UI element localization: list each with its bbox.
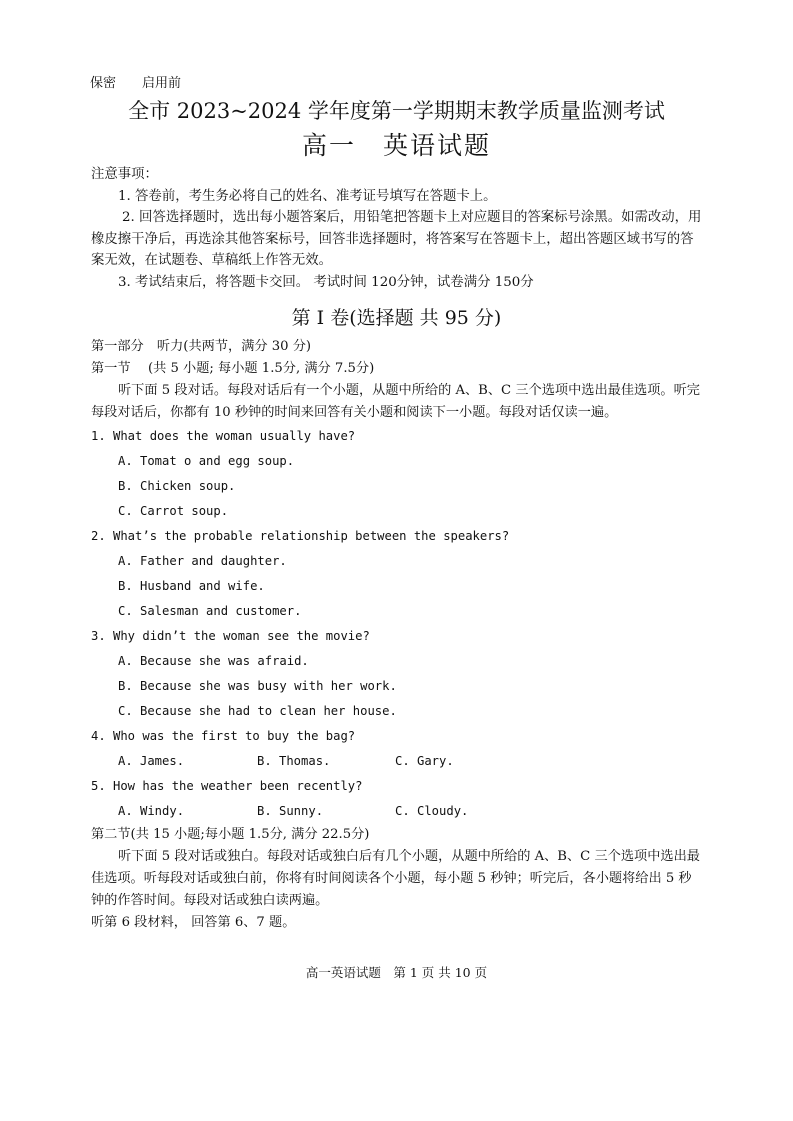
option-c: C. Salesman and customer. [118, 604, 302, 618]
material-note: 听第 6 段材料， 回答第 6、7 题。 [91, 915, 296, 930]
note-item: 2. 回答选择题时，选出每小题答案后，用铅笔把答题卡上对应题目的答案标号涂黑。如需改动，用橡皮擦干净后，再选涂其他答案标号，回答非选择题时，将答案写在答题卡上，超出答题区域书写的答案无效，在试题卷、草稿纸上作答无效。 [91, 210, 702, 268]
section1-heading: 第一节 (共 5 小题; 每小题 1.5分, 满分 7.5分) [91, 361, 375, 376]
option-a: A. Because she was afraid. [118, 654, 309, 668]
option-a: A. Windy. [118, 804, 185, 818]
subject-title: 高一 英语试题 [301, 131, 491, 160]
volume-title: 第 I 卷(选择题 共 95 分) [291, 307, 502, 329]
note-item: 1. 答卷前，考生务必将自己的姓名、准考证号填写在答题卡上。 [118, 188, 497, 204]
note-item: 3. 考试结束后，将答题卡交回。 考试时间 120分钟，试卷满分 150分 [118, 274, 534, 290]
option-b: B. Chicken soup. [118, 479, 236, 493]
page-footer: 高一英语试题 第 1 页 共 10 页 [305, 965, 488, 980]
section2-heading: 第二节(共 15 小题;每小题 1.5分, 满分 22.5分) [91, 827, 370, 842]
question [91, 724, 703, 774]
option-c: C. Cloudy. [395, 804, 469, 818]
question [91, 774, 703, 824]
section2-instructions: 听下面 5 段对话或独白。每段对话或独白后有几个小题，从题中所给的 A、B、C 三个选项中选出最佳选项。听每段对话或独白前，你将有时间阅读各个小题，每小题 5 秒钟；听完后，各小题将给出 5 秒钟的作答时间。每段对话或独白读两遍。 [91, 849, 700, 908]
listening-part [91, 336, 703, 934]
question [91, 524, 703, 624]
option-a: A. Father and daughter. [118, 554, 287, 568]
question-stem: 1. What does the woman usually have? [91, 429, 356, 443]
option-a: A. Tomat o and egg soup. [118, 454, 295, 468]
before-use-label: 启用前 [142, 76, 182, 91]
question-list [91, 424, 703, 824]
notes-section [91, 164, 703, 293]
question-stem: 5. How has the weather been recently? [91, 779, 363, 793]
question-stem: 4. Who was the first to buy the bag? [91, 729, 356, 743]
question [91, 624, 703, 724]
part-heading: 第一部分 听力(共两节，满分 30 分) [91, 339, 312, 354]
option-b: B. Because she was busy with her work. [118, 679, 397, 693]
option-b: B. Thomas. [257, 754, 331, 768]
option-b: B. Sunny. [257, 804, 324, 818]
question-stem: 3. Why didn’t the woman see the movie? [91, 629, 370, 643]
option-b: B. Husband and wife. [118, 579, 265, 593]
question-stem: 2. What’s the probable relationship between the speakers? [91, 529, 510, 543]
option-c: C. Gary. [395, 754, 454, 768]
confidential-marking [90, 72, 181, 91]
confidential-label: 保密 [90, 76, 117, 91]
option-row [91, 749, 703, 774]
option-row [91, 799, 703, 824]
option-a: A. James. [118, 754, 185, 768]
section1-instructions: 听下面 5 段对话。每段对话后有一个小题，从题中所给的 A、B、C 三个选项中选出最佳选项。听完每段对话后，你都有 10 秒钟的时间来回答有关小题和阅读下一小题。每段对话仅读一遍。 [91, 383, 700, 420]
exam-title: 全市 2023~2024 学年度第一学期期末教学质量监测考试 [128, 99, 665, 123]
option-c: C. Because she had to clean her house. [118, 704, 397, 718]
option-c: C. Carrot soup. [118, 504, 229, 518]
question [91, 424, 703, 524]
notes-heading: 注意事项： [91, 167, 158, 182]
